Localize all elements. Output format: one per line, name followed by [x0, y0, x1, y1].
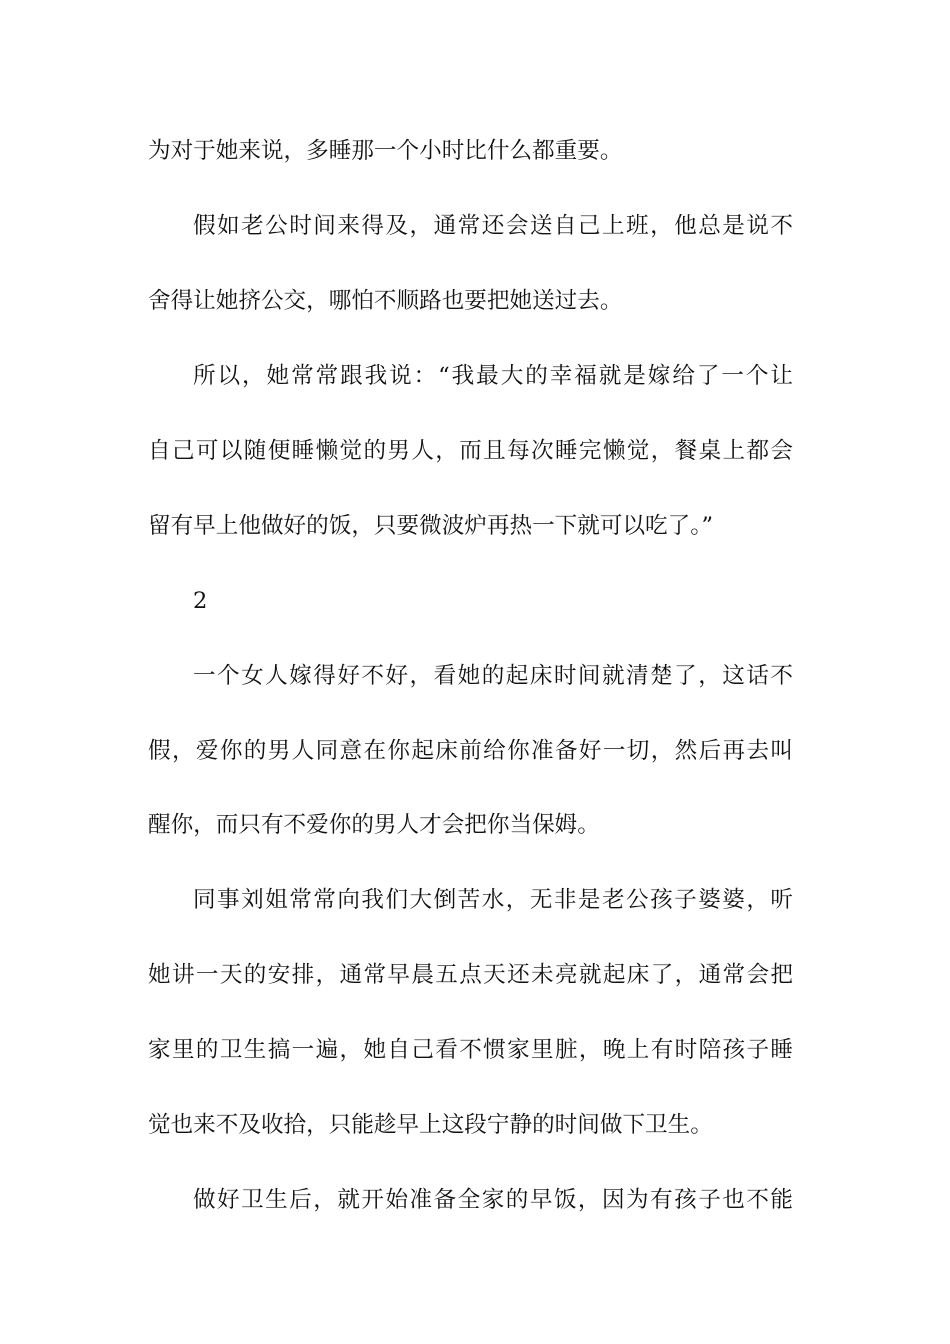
text-line-1: 为对于她来说，多睡那一个小时比什么都重要。: [148, 138, 623, 164]
text-line-9: 假，爱你的男人同意在你起床前给你准备好一切，然后再去叫: [148, 738, 793, 764]
text-line-5: 自己可以随便睡懒觉的男人，而且每次睡完懒觉，餐桌上都会: [148, 438, 793, 464]
text-line-13: 家里的卫生搞一遍，她自己看不惯家里脏，晚上有时陪孩子睡: [148, 1037, 793, 1063]
text-line-8: 一个女人嫁得好不好，看她的起床时间就清楚了，这话不: [193, 663, 793, 689]
text-line-2: 假如老公时间来得及，通常还会送自己上班，他总是说不: [193, 213, 793, 239]
text-line-14: 觉也来不及收拾，只能趁早上这段宁静的时间做下卫生。: [148, 1112, 713, 1138]
text-line-6: 留有早上他做好的饭，只要微波炉再热一下就可以吃了。”: [148, 513, 714, 539]
text-line-10: 醒你，而只有不爱你的男人才会把你当保姆。: [148, 812, 600, 838]
text-line-15: 做好卫生后，就开始准备全家的早饭，因为有孩子也不能: [193, 1187, 793, 1213]
text-line-3: 舍得让她挤公交，哪怕不顺路也要把她送过去。: [148, 288, 623, 314]
text-line-11: 同事刘姐常常向我们大倒苦水，无非是老公孩子婆婆，听: [193, 887, 793, 913]
text-line-4: 所以，她常常跟我说：“我最大的幸福就是嫁给了一个让: [193, 363, 793, 389]
section-number: 2: [193, 588, 208, 614]
text-line-12: 她讲一天的安排，通常早晨五点天还未亮就起床了，通常会把: [148, 962, 793, 988]
